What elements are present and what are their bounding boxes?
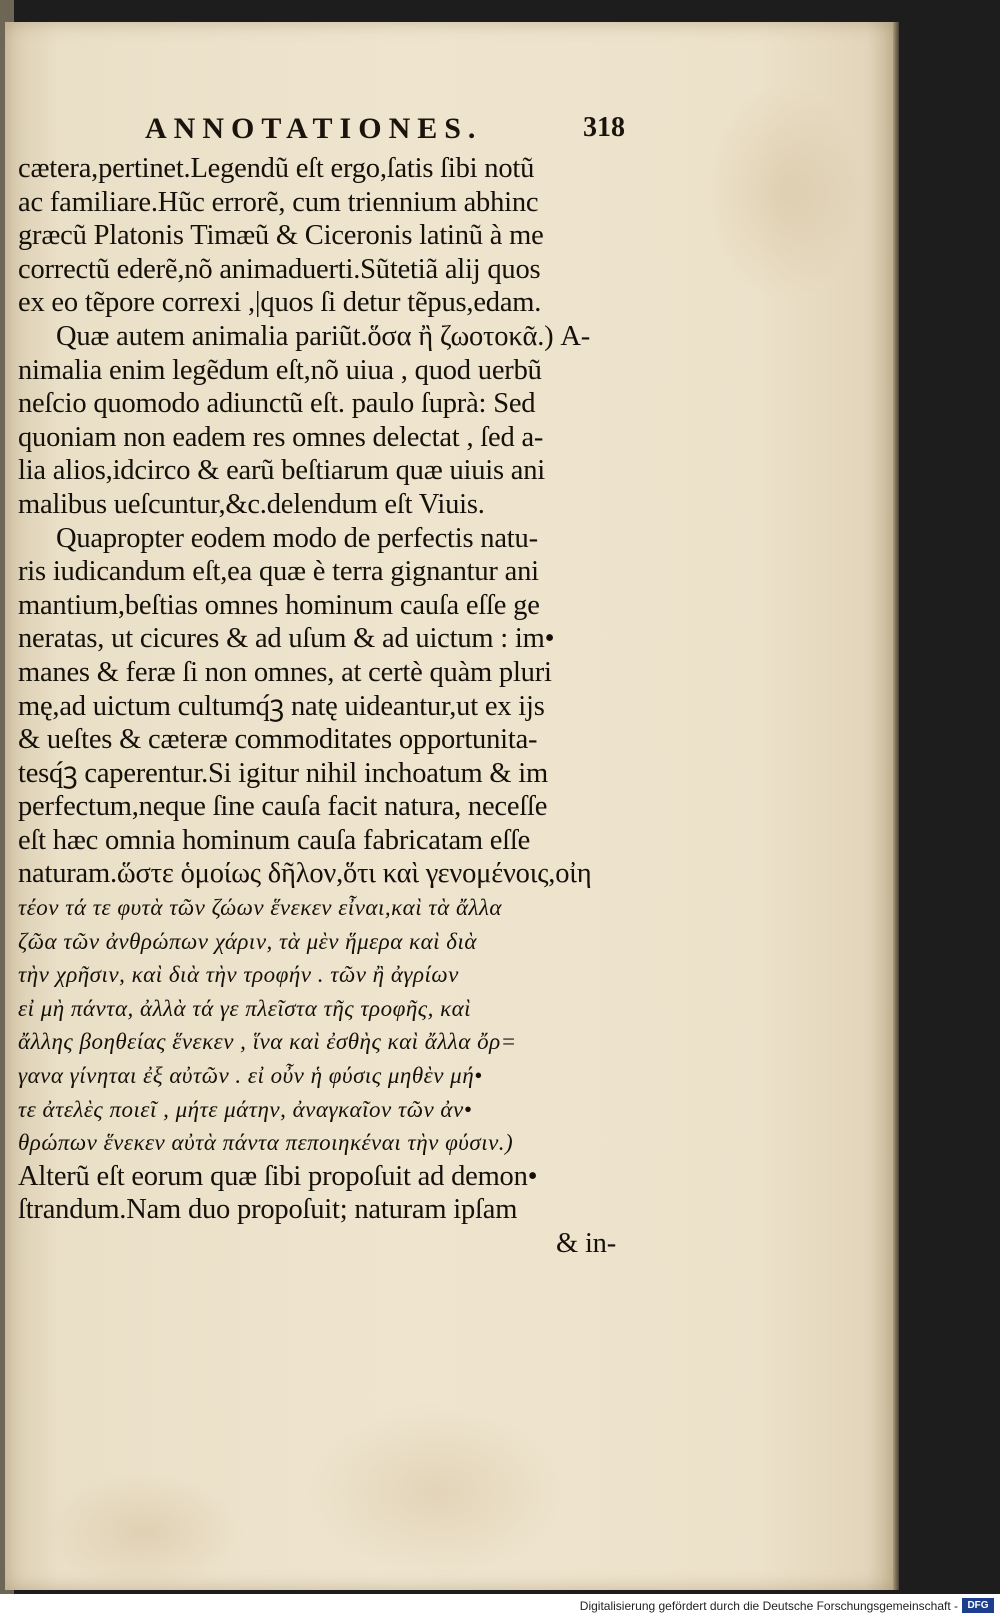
text-line: ex eo tẽpore correxi ,|quos ſi detur tẽpus,edam.: [18, 287, 542, 319]
text-line: manes & feræ ſi non omnes, at certè quàm pluri: [18, 656, 552, 688]
page-edge: [893, 22, 899, 1590]
greek-text-line: εἰ μὴ πάντα, ἀλλὰ τά γε πλεῖστα τῆς τροφῆς, καὶ: [18, 995, 472, 1021]
text-line: ſtrandum.Nam duo propoſuit; naturam ipſam: [18, 1194, 518, 1226]
greek-text-line: τὴν χρῆσιν, καὶ διὰ τὴν τροφήν . τῶν ἢ ἀγρίων: [18, 962, 459, 988]
running-title: ANNOTATIONES.: [145, 112, 483, 145]
text-line: tesq́ꝫ caperentur.Si igitur nihil inchoatum & im: [18, 757, 548, 789]
greek-text-line: γανα γίνηται ἐξ αὐτῶν . εἰ οὖν ἡ φύσις μηθὲν μή•: [18, 1063, 483, 1089]
text-line: nimalia enim legẽdum eſt,nõ uiua , quod uerbũ: [18, 354, 542, 386]
text-line: naturam.ὥστε ὁμοίως δῆλον,ὅτι καὶ γενομένοις,οἰη: [18, 858, 592, 890]
text-line: ac familiare.Hũc errorẽ, cum triennium abhinc: [18, 186, 539, 218]
text-line: eſt hæc omnia hominum cauſa fabricatam eſſe: [18, 824, 531, 856]
catchword: & in-: [556, 1228, 616, 1259]
page-number: 318: [583, 112, 625, 143]
text-line: cætera,pertinet.Legendũ eſt ergo,ſatis ſibi notũ: [18, 153, 535, 184]
greek-text-line: ζῶα τῶν ἀνθρώπων χάριν, τὰ μὲν ἥμερα καὶ διὰ: [18, 928, 477, 954]
paper-stain: [305, 1402, 565, 1582]
text-line: correctũ ederẽ,nõ animaduerti.Sũtetiã alij quos: [18, 253, 541, 285]
paper-stain: [705, 82, 865, 302]
text-line: neratas, ut cicures & ad uſum & ad uictum : im•: [18, 623, 555, 655]
text-line: & ueſtes & cæteræ commoditates opportunita-: [18, 724, 538, 756]
greek-text-line: θρώπων ἕνεκεν αὐτὰ πάντα πεποιηκέναι τὴν φύσιν.): [18, 1130, 514, 1156]
text-line: perfectum,neque ſine cauſa facit natura, neceſſe: [18, 791, 548, 823]
greek-text-line: ἄλλης βοηθείας ἕνεκεν , ἵνα καὶ ἐσθὴς καὶ ἄλλα ὄρ=: [18, 1029, 517, 1055]
text-line: mantium,beſtias omnes hominum cauſa eſſe ge: [18, 589, 540, 621]
greek-text-line: τέον τά τε φυτὰ τῶν ζώων ἕνεκεν εἶναι,καὶ τὰ ἄλλα: [18, 895, 503, 921]
paper-stain: [45, 1472, 245, 1592]
text-line: ris iudicandum eſt,ea quæ è terra gignantur ani: [18, 556, 539, 588]
text-line: neſcio quomodo adiunctũ eſt. paulo ſuprà: Sed: [18, 388, 536, 420]
text-line: Quæ autem animalia pariũt.ὅσα ἢ ζωοτοκᾶ.) A-: [56, 320, 591, 352]
digitization-credit: Digitalisierung gefördert durch die Deutsche Forschungsgemeinschaft -: [579, 1599, 958, 1613]
text-line: malibus ueſcuntur,&c.delendum eſt Viuis.: [18, 488, 485, 520]
page-header: [145, 112, 625, 156]
text-line: lia alios,idcirco & earũ beſtiarum quæ uiuis ani: [18, 455, 546, 487]
text-line: Quapropter eodem modo de perfectis natu-: [56, 522, 538, 554]
body-text: [18, 152, 638, 1261]
text-line: mę,ad uictum cultumq́ꝫ natę uideantur,ut ex ijs: [18, 690, 545, 722]
text-line: quoniam non eadem res omnes delectat , ſed a-: [18, 421, 544, 453]
greek-text-line: τε ἀτελὲς ποιεῖ , μήτε μάτην, ἀναγκαῖον τῶν ἀν•: [18, 1096, 473, 1122]
text-line: Alterũ eſt eorum quæ ſibi propoſuit ad demon•: [18, 1160, 538, 1192]
dfg-logo: DFG: [962, 1598, 994, 1613]
text-line: græcũ Platonis Timæũ & Ciceronis latinũ à me: [18, 220, 544, 252]
